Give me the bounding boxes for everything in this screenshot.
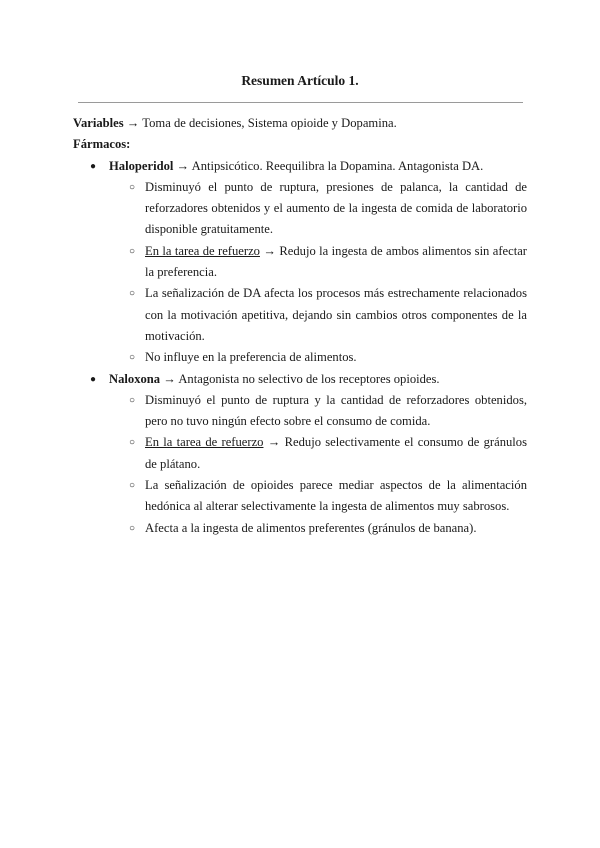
drug-description: Antagonista no selectivo de los receptores opioides.: [178, 371, 440, 386]
bullet-icon: ●: [90, 160, 97, 172]
circle-bullet-icon: ○: [129, 480, 136, 492]
circle-bullet-icon: ○: [129, 522, 136, 534]
circle-bullet-icon: ○: [129, 394, 136, 406]
drug-description: Antipsicótico. Reequilibra la Dopamina. Antagonista DA.: [191, 158, 484, 173]
finding-text: Redujo selectivamente el consumo de gránulos de plátano.: [145, 435, 528, 471]
finding-item: [109, 475, 527, 518]
arrow-glyph: →: [176, 158, 190, 173]
arrow-glyph: →: [126, 116, 140, 130]
finding-item: [109, 241, 527, 284]
drug-name: Naloxona: [109, 371, 161, 386]
drug-list: [73, 156, 527, 539]
document-body: [73, 113, 527, 539]
arrow-glyph: →: [163, 371, 176, 386]
circle-bullet-icon: ○: [129, 288, 136, 300]
finding-item: [109, 390, 527, 433]
arrow-glyph: →: [263, 243, 276, 258]
finding-text: Afecta a la ingesta de alimentos preferentes (gránulos de banana).: [145, 520, 477, 535]
drug-item-naloxona: [73, 369, 527, 539]
variables-line: [73, 113, 527, 134]
finding-item: [109, 518, 527, 539]
finding-text: Disminuyó el punto de ruptura y la cantidad de reforzadores obtenidos, pero no tuvo ningún efecto sobre el consumo de comida.: [145, 392, 527, 429]
circle-bullet-icon: ○: [129, 437, 136, 449]
finding-text: Disminuyó el punto de ruptura, presiones de palanca, la cantidad de reforzadores obtenidos y el aumento de la ingesta de comida de laboratorio disponible gratuitamente.: [145, 179, 527, 237]
finding-underlined-label: En la tarea de refuerzo: [145, 435, 264, 450]
drug-name: Haloperidol: [109, 158, 174, 173]
variables-text: Toma de decisiones, Sistema opioide y Dopamina.: [142, 116, 397, 130]
finding-list: [109, 390, 527, 539]
finding-item: [109, 347, 527, 368]
circle-bullet-icon: ○: [129, 352, 136, 364]
finding-item: [109, 177, 527, 241]
variables-label: Variables: [73, 116, 124, 130]
finding-item: [109, 283, 527, 347]
title-divider: [78, 102, 523, 103]
circle-bullet-icon: ○: [129, 181, 136, 193]
bullet-icon: ●: [90, 373, 97, 385]
finding-item: [109, 432, 527, 475]
drug-item-haloperidol: [73, 156, 527, 369]
circle-bullet-icon: ○: [129, 245, 136, 257]
arrow-glyph: →: [267, 435, 281, 450]
finding-text: La señalización de DA afecta los procesos más estrechamente relacionados con la motivación apetitiva, dejando sin cambios otros componentes de la motivación.: [145, 286, 527, 343]
finding-underlined-label: En la tarea de refuerzo: [145, 243, 260, 258]
farmacos-heading: Fármacos:: [73, 137, 131, 152]
finding-text: La señalización de opioides parece mediar aspectos de la alimentación hedónica al alterar selectivamente la ingesta de alimentos muy sabrosos.: [145, 478, 527, 514]
finding-list: [109, 177, 527, 369]
finding-text: No influye en la preferencia de alimentos.: [145, 350, 357, 365]
finding-text: Redujo la ingesta de ambos alimentos sin afectar la preferencia.: [145, 243, 528, 280]
document-title: Resumen Artículo 1.: [241, 73, 359, 88]
